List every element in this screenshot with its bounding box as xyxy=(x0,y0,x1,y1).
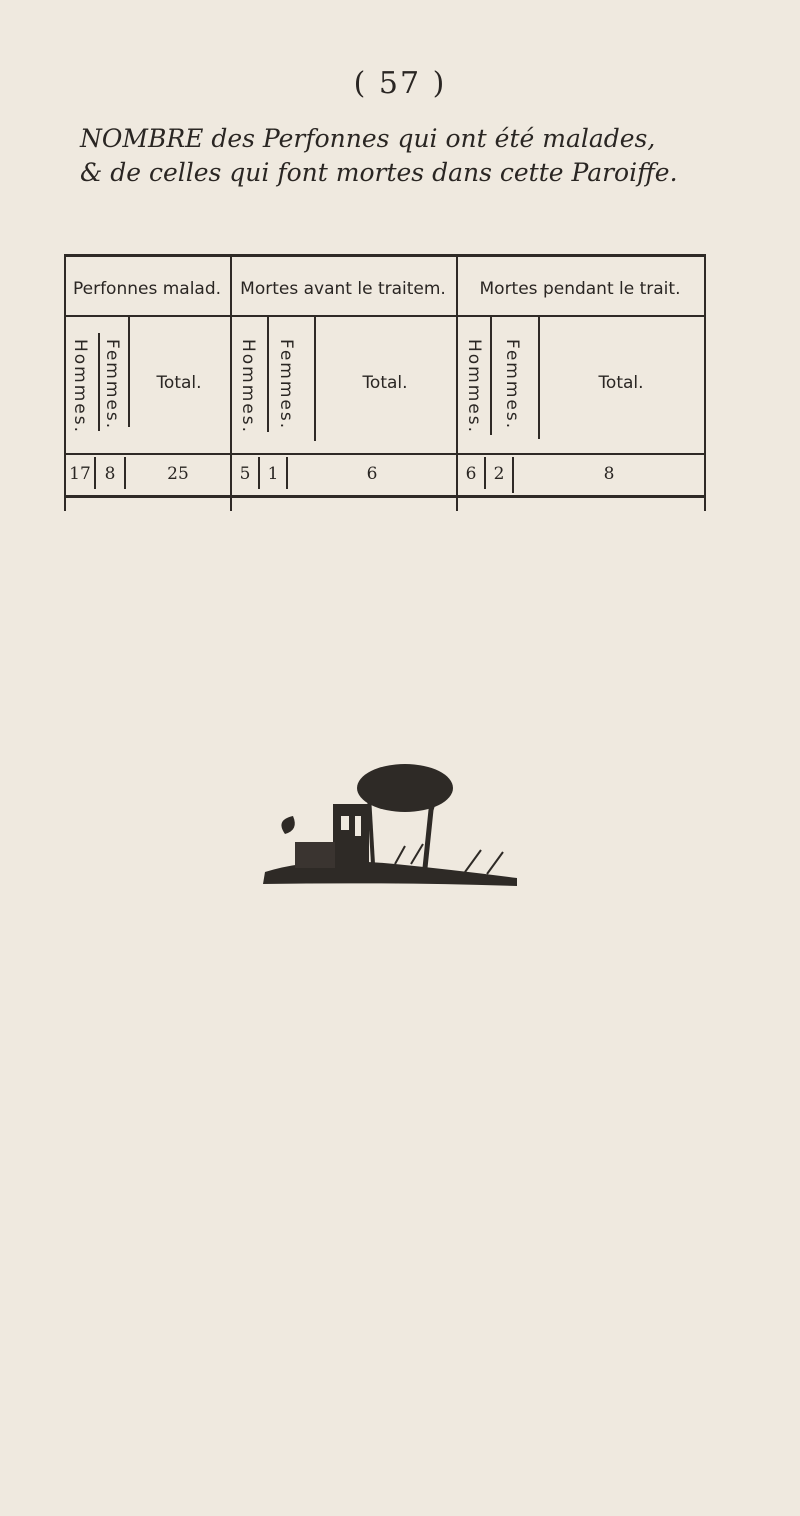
subheader-total-2: Total. xyxy=(362,373,408,393)
subheader-hommes-3: Hommes. xyxy=(464,339,484,435)
value-hommes-mortes-pendant: 6 xyxy=(465,464,477,484)
subheader-hommes-1: Hommes. xyxy=(70,339,90,435)
value-femmes-malades: 8 xyxy=(104,464,116,484)
value-femmes-mortes-avant: 1 xyxy=(267,464,279,484)
value-total-mortes-pendant: 8 xyxy=(603,464,615,484)
page-title xyxy=(80,122,760,190)
value-femmes-mortes-pendant: 2 xyxy=(493,464,505,484)
value-total-mortes-avant: 6 xyxy=(366,464,378,484)
statistics-table xyxy=(64,254,706,511)
value-hommes-mortes-avant: 5 xyxy=(239,464,251,484)
title-line-1: NOMBRE des Perfonnes qui ont été malades, xyxy=(80,124,656,153)
title-line-2: & de celles qui font mortes dans cette Paroiffe. xyxy=(80,157,678,187)
value-hommes-malades: 17 xyxy=(69,464,91,484)
subheader-femmes-2: Femmes. xyxy=(276,339,296,431)
header-malades: Perfonnes malad. xyxy=(72,279,222,299)
subheader-femmes-3: Femmes. xyxy=(502,339,522,431)
tree-ruin-vignette xyxy=(255,760,525,900)
header-mortes-pendant: Mortes pendant le trait. xyxy=(479,279,681,299)
page-number: ( 57 ) xyxy=(353,66,447,101)
header-mortes-avant: Mortes avant le traitem. xyxy=(240,279,446,299)
subheader-femmes-1: Femmes. xyxy=(102,339,122,431)
value-total-malades: 25 xyxy=(167,464,189,484)
subheader-total-3: Total. xyxy=(598,373,644,393)
subheader-total-1: Total. xyxy=(156,373,202,393)
subheader-hommes-2: Hommes. xyxy=(238,339,258,435)
